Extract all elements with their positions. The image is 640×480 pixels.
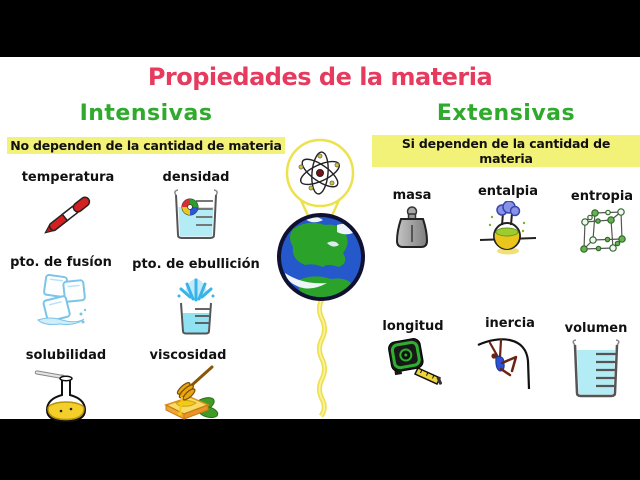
density-beaker-icon xyxy=(169,187,223,241)
solubility-flask-icon xyxy=(33,365,99,425)
intensivas-subtitle-wrap xyxy=(0,135,292,154)
property-item-densidad xyxy=(140,170,252,241)
property-label: entropia xyxy=(570,189,634,204)
property-item-temperatura xyxy=(12,170,124,243)
property-label: inercia xyxy=(485,316,535,331)
thermometer-icon xyxy=(36,187,100,243)
property-label: solubilidad xyxy=(25,348,107,363)
property-item-volumen xyxy=(540,321,640,400)
property-label: masa xyxy=(392,188,432,203)
string-icon xyxy=(320,299,325,416)
weight-icon xyxy=(391,205,433,251)
extensivas-subtitle: Si dependen de la cantidad de materia xyxy=(372,135,640,167)
crystal-lattice-icon xyxy=(575,206,629,256)
extensivas-subtitle-wrap xyxy=(372,135,640,167)
property-item-fusion xyxy=(2,255,120,328)
property-label: entalpia xyxy=(477,184,539,199)
intensivas-subtitle: No dependen de la cantidad de materia xyxy=(7,137,285,154)
property-label: volumen xyxy=(564,321,628,336)
atom-icon xyxy=(287,140,353,206)
pole-vaulter-icon xyxy=(474,333,546,393)
property-item-viscosidad xyxy=(130,348,246,421)
infographic-canvas xyxy=(0,57,640,419)
property-label: pto. de fusíon xyxy=(10,255,112,270)
graduated-beaker-icon xyxy=(568,338,624,400)
property-item-entropia xyxy=(546,189,640,256)
property-item-solubilidad xyxy=(10,348,122,425)
enthalpy-flask-icon xyxy=(478,201,538,257)
property-label: densidad xyxy=(162,170,230,185)
tape-measure-icon xyxy=(384,336,442,386)
boiling-beaker-icon xyxy=(171,274,221,336)
center-artwork xyxy=(253,135,387,419)
intensivas-heading: Intensivas xyxy=(79,101,213,126)
property-item-ebullicion xyxy=(128,257,264,336)
extensivas-heading: Extensivas xyxy=(436,101,576,126)
property-label: pto. de ebullición xyxy=(132,257,260,272)
property-label: temperatura xyxy=(21,170,115,185)
page-title: Propiedades de la materia xyxy=(147,63,493,91)
ice-cubes-icon xyxy=(32,272,90,328)
property-label: longitud xyxy=(382,319,444,334)
earth-icon xyxy=(279,215,363,299)
property-label: viscosidad xyxy=(149,348,227,363)
honey-dipper-icon xyxy=(156,365,220,421)
